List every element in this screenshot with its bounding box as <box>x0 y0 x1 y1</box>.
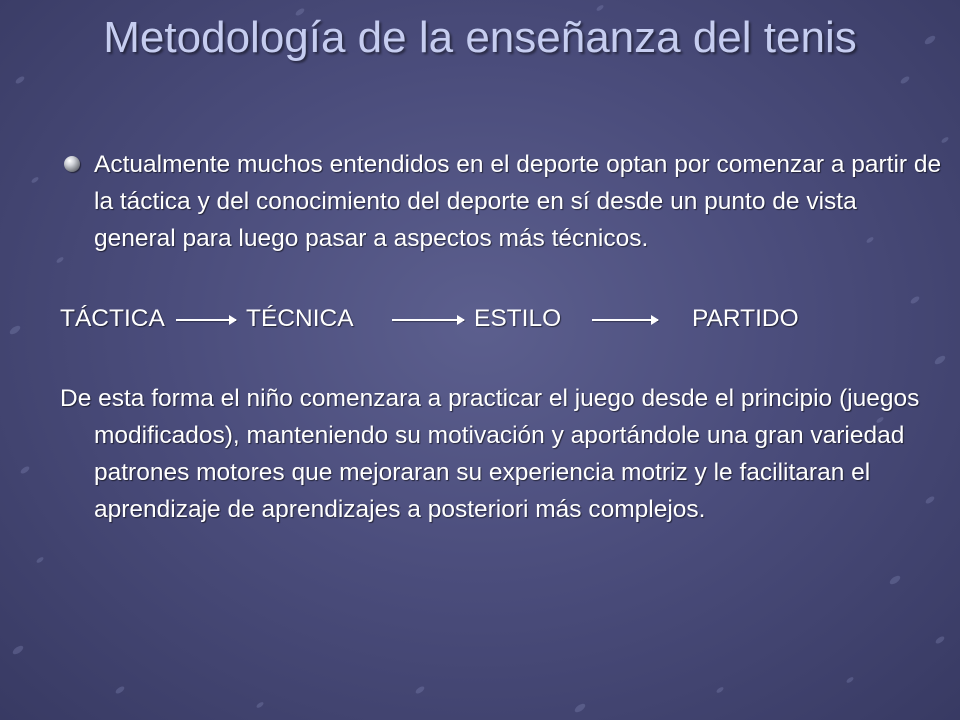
body-paragraph: De esta forma el niño comenzara a practicar el juego desde el principio (juegos modificados), manteniendo su motivación y aportándole una gran variedad patrones motores que mejoraran su experiencia motriz y le facilitaran el aprendizaje de aprendizajes a posteriori más complejos. <box>60 385 920 523</box>
flow-arrow-icon <box>392 319 464 321</box>
progression-flow <box>0 300 960 337</box>
flow-arrow-icon <box>176 319 236 321</box>
bullet-paragraph: Actualmente muchos entendidos en el deporte optan por comenzar a partir de la táctica y del conocimiento del deporte en sí desde un punto de vista general para luego pasar a aspectos más técnicos. <box>94 151 942 252</box>
sphere-bullet-icon <box>64 156 80 172</box>
flow-step-partido: PARTIDO <box>692 305 799 332</box>
slide-title: Metodología de la enseñanza del tenis <box>103 13 857 62</box>
flow-step-tactica: TÁCTICA <box>60 305 165 332</box>
flow-step-tecnica: TÉCNICA <box>246 305 354 332</box>
flow-step-estilo: ESTILO <box>474 305 562 332</box>
flow-arrow-icon <box>592 319 658 321</box>
